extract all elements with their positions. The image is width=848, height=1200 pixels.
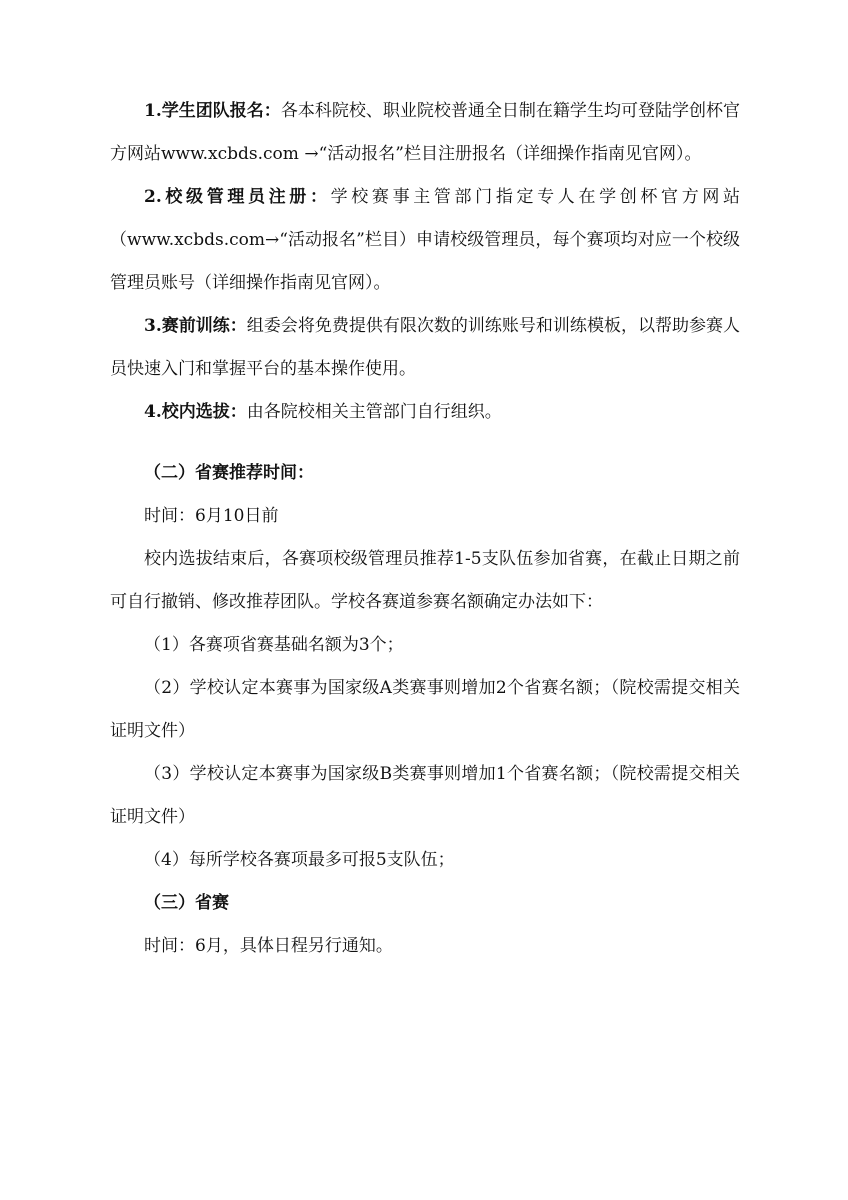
section-spacer [110, 434, 740, 452]
section-heading-provincial-competition: （三）省赛 [144, 893, 229, 913]
item-label: 1.学生团队报名： [144, 101, 281, 121]
item-label: 3.赛前训练： [144, 316, 247, 336]
item-text: 学校赛事主管部门指定专人在学创杯官方网站（www.xcbds.com→“活动报名”栏目）申请校级管理员，每个赛项均对应一个校级管理员账号（详细操作指南见官网）。 [110, 187, 741, 293]
quota-rule-4: （4）每所学校各赛项最多可报5支队伍； [144, 850, 455, 870]
item-campus-selection [110, 391, 740, 434]
recommendation-paragraph: 校内选拔结束后，各赛项校级管理员推荐1-5支队伍参加省赛，在截止日期之前可自行撤销、修改推荐团队。学校各赛道参赛名额确定办法如下： [110, 549, 740, 612]
competition-time: 时间：6月，具体日程另行通知。 [144, 936, 393, 956]
item-admin-registration [110, 176, 740, 305]
document-body [110, 90, 740, 968]
quota-rule-2: （2）学校认定本赛事为国家级A类赛事则增加2个省赛名额；（院校需提交相关证明文件） [110, 678, 740, 741]
quota-rule-3: （3）学校认定本赛事为国家级B类赛事则增加1个省赛名额；（院校需提交相关证明文件） [110, 764, 740, 827]
section-heading-provincial-recommendation: （二）省赛推荐时间： [144, 463, 314, 483]
item-text: 组委会将免费提供有限次数的训练账号和训练模板，以帮助参赛人员快速入门和掌握平台的基本操作使用。 [110, 316, 741, 379]
item-pre-training [110, 305, 740, 391]
item-label: 4.校内选拔： [144, 402, 247, 422]
item-label: 2.校级管理员注册： [144, 187, 331, 207]
item-text: 由各院校相关主管部门自行组织。 [246, 402, 502, 422]
item-text: 各本科院校、职业院校普通全日制在籍学生均可登陆学创杯官方网站www.xcbds.com →“活动报名”栏目注册报名（详细操作指南见官网）。 [110, 101, 741, 164]
quota-rule-1: （1）各赛项省赛基础名额为3个； [144, 635, 404, 655]
recommendation-time: 时间：6月10日前 [144, 506, 279, 526]
item-student-registration [110, 90, 740, 176]
